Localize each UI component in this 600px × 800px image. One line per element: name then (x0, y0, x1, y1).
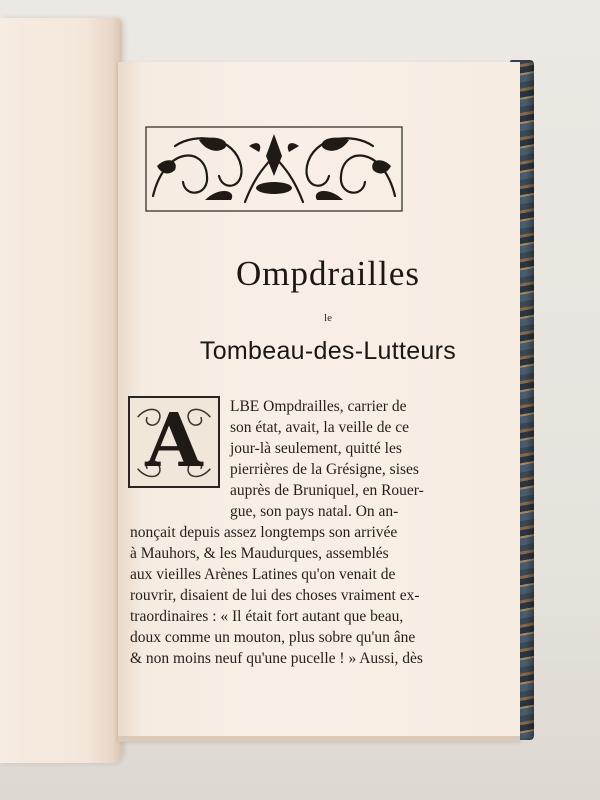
body-line: doux comme un mouton, plus sobre qu'un âne (130, 629, 416, 646)
body-line: à Mauhors, & les Maudurques, assemblés (130, 545, 389, 562)
body-line: jour-là seulement, quitté les (230, 440, 402, 457)
page-edge-shadow (118, 736, 520, 742)
body-line: aux vieilles Arènes Latines qu'on venait de (130, 566, 396, 583)
body-line: nonçait depuis assez longtemps son arrivée (130, 524, 398, 541)
body-line: gue, son pays natal. On an- (230, 503, 399, 520)
body-line: LBE Ompdrailles, carrier de (230, 398, 407, 415)
headpiece-ornament (145, 126, 403, 212)
body-line: traordinaires : « Il était fort autant que beau, (130, 608, 404, 625)
chapter-subtitle: Tombeau-des-Lutteurs (199, 337, 457, 365)
body-line: rouvrir, disaient de lui des choses vraiment ex- (130, 587, 420, 604)
left-page (0, 18, 122, 763)
body-line: pierrières de la Grésigne, sises (230, 461, 419, 478)
drop-cap-initial (128, 396, 220, 488)
body-line: son état, avait, la veille de ce (230, 419, 410, 436)
chapter-title: Ompdrailles (235, 254, 421, 293)
drop-cap-letter: A (145, 398, 203, 484)
body-line: & non moins neuf qu'une pucelle ! » Aussi, dès (130, 650, 423, 667)
body-line: auprès de Bruniquel, en Rouer- (230, 482, 424, 499)
title-conjunction: le (324, 312, 332, 324)
